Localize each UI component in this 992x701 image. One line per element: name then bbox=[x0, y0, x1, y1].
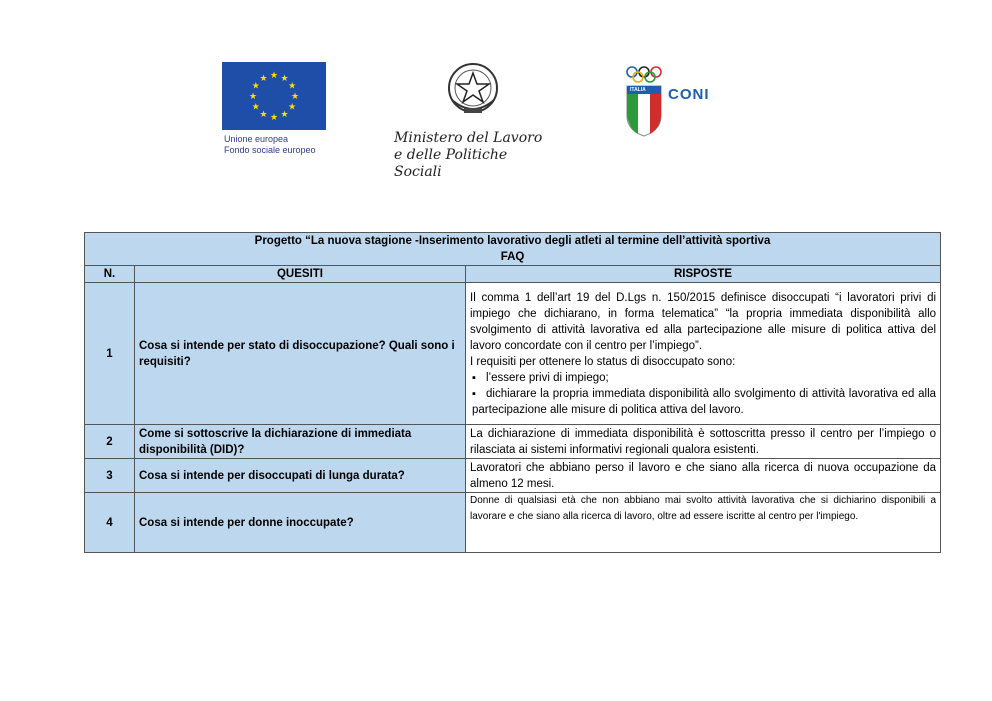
column-header-row bbox=[85, 266, 941, 283]
row-number: 1 bbox=[85, 283, 135, 425]
eu-caption-line1: Unione europea bbox=[224, 134, 289, 144]
coni-label: CONI bbox=[668, 86, 710, 103]
question-cell: Cosa si intende per donne inoccupate? bbox=[135, 493, 466, 553]
olympic-rings-shield-icon bbox=[624, 64, 668, 140]
column-header-quesiti: QUESITI bbox=[135, 266, 466, 283]
answer-paragraph: I requisiti per ottenere lo status di disoccupato sono: bbox=[470, 355, 736, 368]
answer-bullet: ▪ l’essere privi di impiego; bbox=[470, 370, 936, 386]
answer-cell bbox=[466, 283, 941, 425]
row-number: 4 bbox=[85, 493, 135, 553]
column-header-risposte: RISPOSTE bbox=[466, 266, 941, 283]
coni-badge-text: ITALIA bbox=[630, 87, 646, 93]
svg-text:★: ★ bbox=[269, 113, 279, 123]
svg-text:★: ★ bbox=[288, 102, 297, 113]
ministry-logo bbox=[388, 60, 558, 181]
table-row bbox=[85, 493, 941, 553]
table-row bbox=[85, 283, 941, 425]
svg-text:★: ★ bbox=[290, 92, 300, 102]
eu-logo bbox=[222, 62, 330, 156]
row-number: 2 bbox=[85, 425, 135, 459]
svg-text:★: ★ bbox=[251, 81, 260, 92]
table-subtitle: FAQ bbox=[500, 251, 525, 263]
eu-caption bbox=[222, 134, 330, 156]
answer-bullet: ▪ dichiarare la propria immediata disponibilità allo svolgimento di attività lavorativa ed alla partecipazione alle misure di politica attiva del lavoro. bbox=[470, 386, 936, 418]
ministry-caption-line2: e delle Politiche Sociali bbox=[394, 147, 508, 180]
table-title-row bbox=[85, 233, 941, 266]
table-title-cell bbox=[85, 233, 941, 266]
svg-text:★: ★ bbox=[280, 73, 289, 84]
coni-logo bbox=[624, 64, 724, 144]
eu-stars bbox=[222, 62, 326, 130]
table-row bbox=[85, 459, 941, 493]
answer-paragraph: Il comma 1 dell’art 19 del D.Lgs n. 150/2015 definisce disoccupati “i lavoratori privi di impiego che dichiarano, in forma telematica” “la propria immediata disponibilità allo svolgimento di attività lavorativa ed alla partecipazione alle misure di politica attiva del lavoro concordate con il centro per l’impiego”. bbox=[470, 291, 937, 352]
eu-caption-line2: Fondo sociale europeo bbox=[224, 145, 316, 155]
svg-text:★: ★ bbox=[251, 102, 260, 113]
ministry-caption-line1: Ministero del Lavoro bbox=[394, 130, 543, 146]
question-cell: Cosa si intende per stato di disoccupazione? Quali sono i requisiti? bbox=[135, 283, 466, 425]
question-cell: Come si sottoscrive la dichiarazione di immediata disponibilità (DID)? bbox=[135, 425, 466, 459]
column-header-n: N. bbox=[85, 266, 135, 283]
ministry-caption bbox=[388, 130, 558, 181]
svg-text:★: ★ bbox=[259, 110, 268, 121]
svg-text:★: ★ bbox=[248, 92, 258, 102]
answer-cell: La dichiarazione di immediata disponibilità è sottoscritta presso il centro per l’impiego o rilasciata ai sistemi informativi regionali qualora esistenti. bbox=[466, 425, 941, 459]
svg-text:★: ★ bbox=[288, 81, 297, 92]
svg-text:★: ★ bbox=[280, 110, 289, 121]
question-cell: Cosa si intende per disoccupati di lunga durata? bbox=[135, 459, 466, 493]
row-number: 3 bbox=[85, 459, 135, 493]
svg-text:★: ★ bbox=[259, 73, 268, 84]
table-row bbox=[85, 425, 941, 459]
answer-cell: Donne di qualsiasi età che non abbiano mai svolto attività lavorativa che si dichiarino disponibili a lavorare e che siano alla ricerca di lavoro, oltre ad essere iscritte al centro per l'impiego. bbox=[466, 493, 941, 553]
eu-flag-icon bbox=[222, 62, 326, 130]
table-title: Progetto “La nuova stagione -Inserimento lavorativo degli atleti al termine dell’attività sportiva bbox=[254, 235, 771, 247]
italian-emblem-icon bbox=[444, 60, 502, 118]
answer-cell: Lavoratori che abbiano perso il lavoro e che siano alla ricerca di nuova occupazione da almeno 12 mesi. bbox=[466, 459, 941, 493]
svg-text:★: ★ bbox=[269, 71, 279, 81]
faq-table bbox=[84, 232, 941, 553]
